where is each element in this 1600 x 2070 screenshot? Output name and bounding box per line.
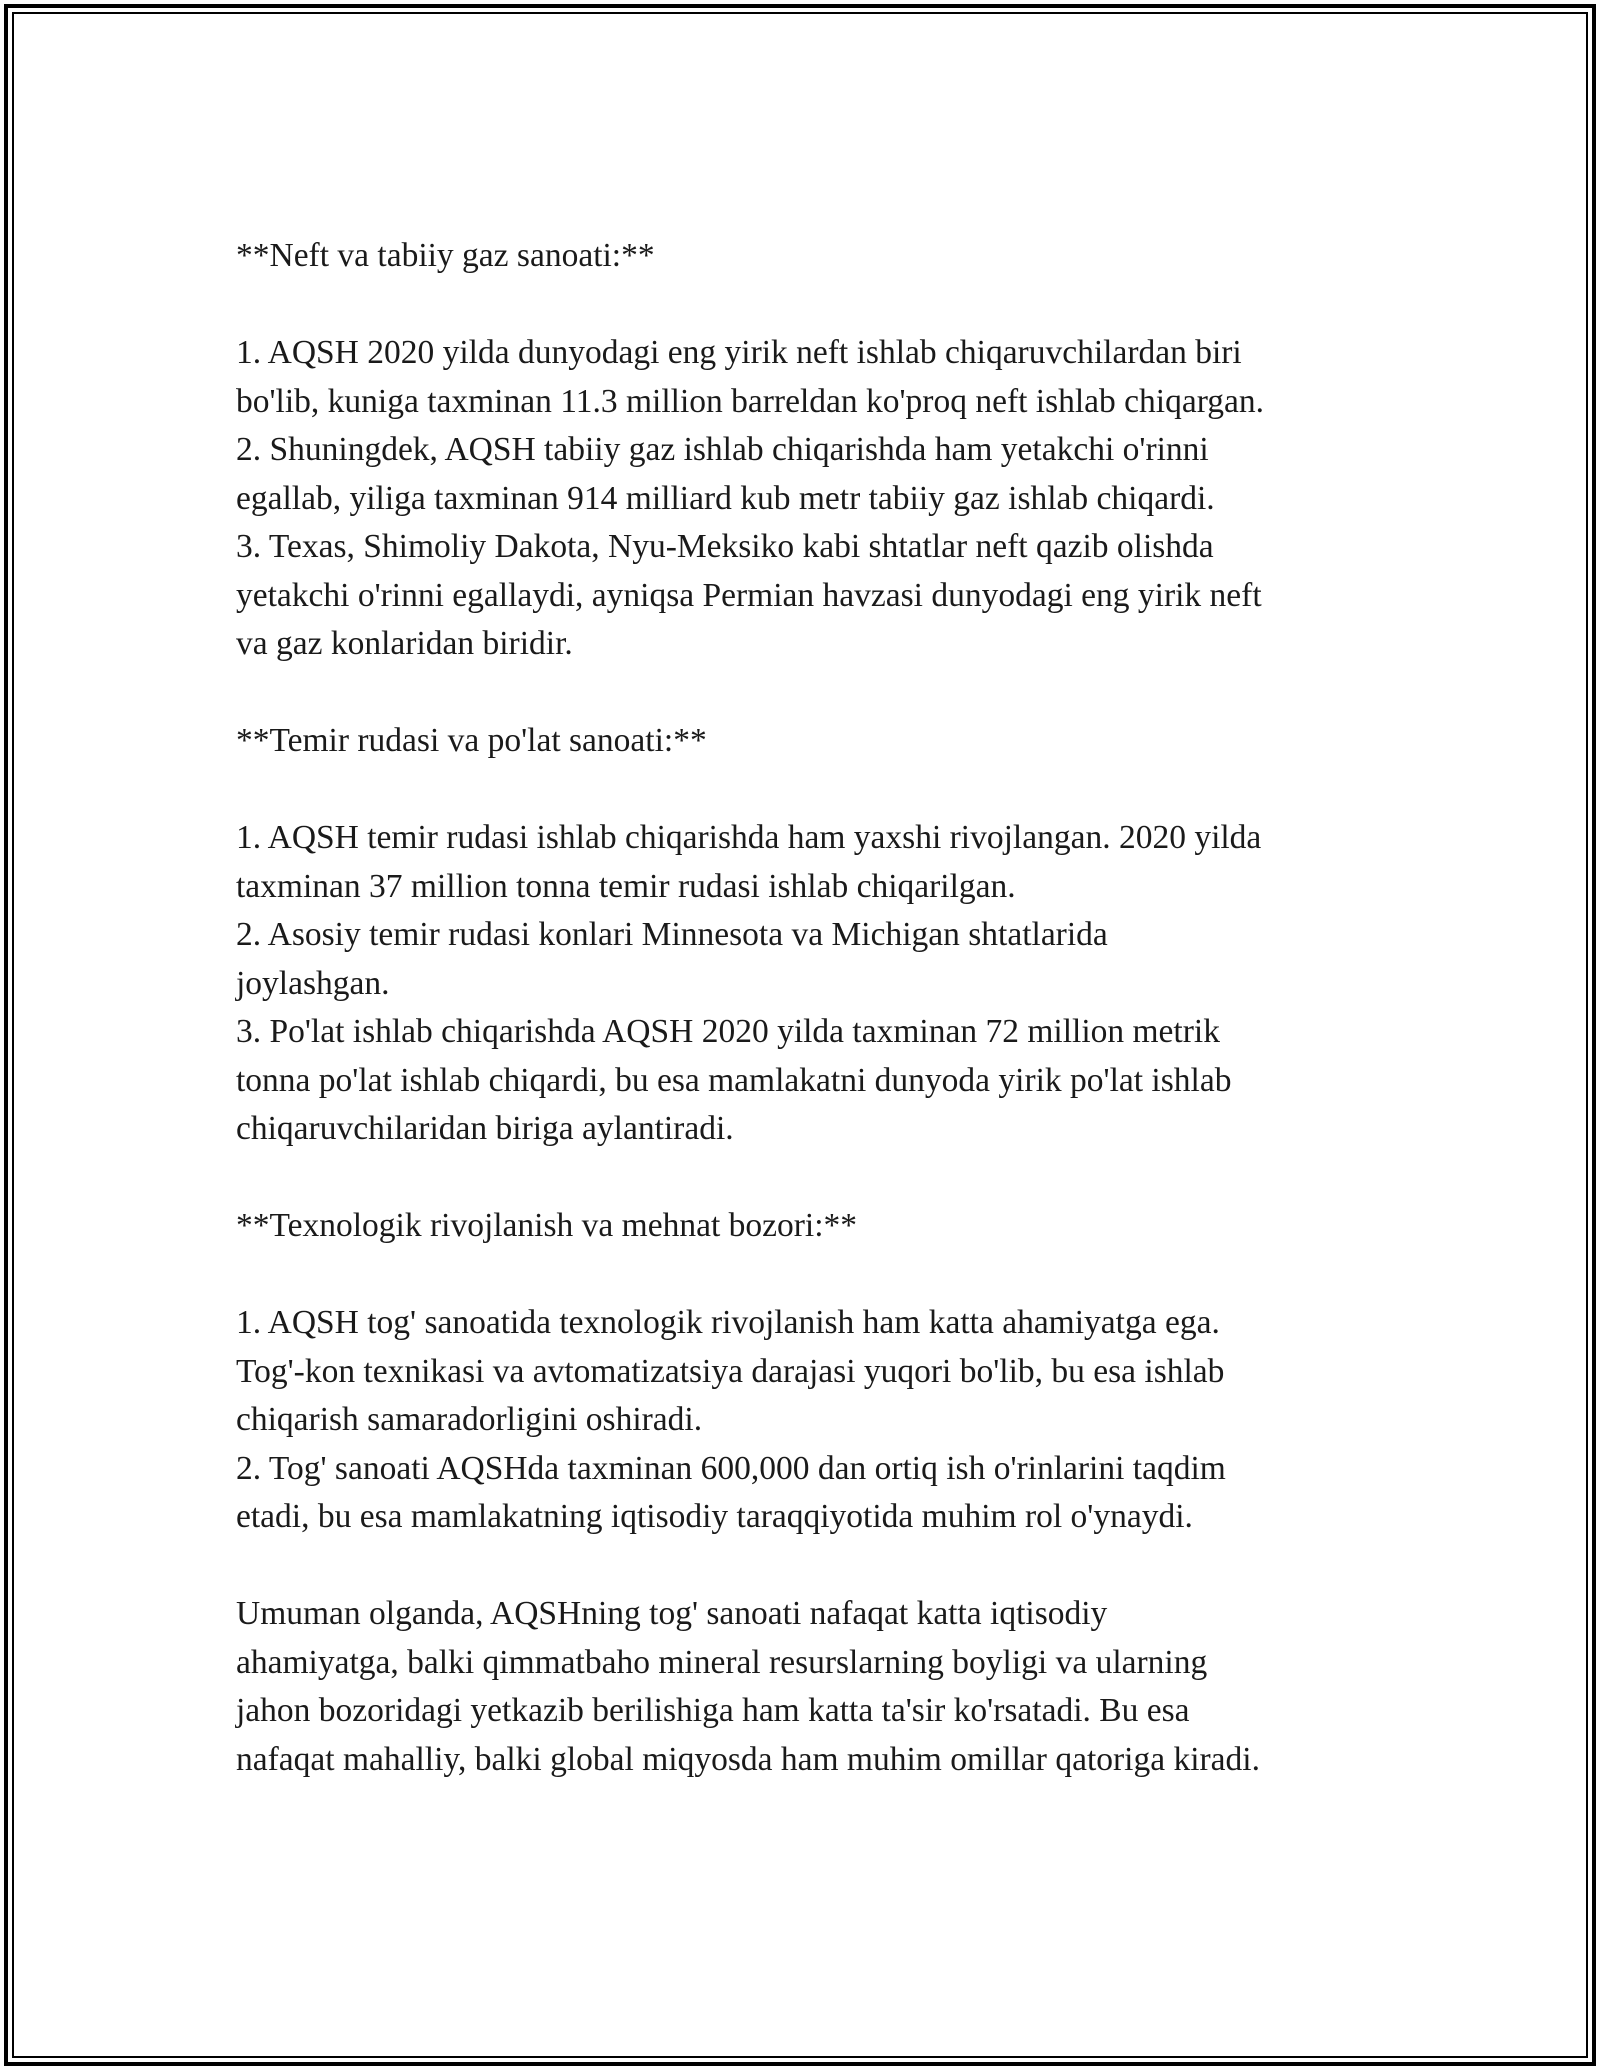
body-line: chiqarish samaradorligini oshiradi. — [236, 1401, 703, 1438]
blank-line — [236, 669, 1386, 718]
section-heading: **Neft va tabiiy gaz sanoati:** — [236, 237, 655, 274]
body-line: nafaqat mahalliy, balki global miqyosda ham muhim omillar qatoriga kiradi. — [236, 1740, 1260, 1778]
body-line: ahamiyatga, balki qimmatbaho mineral resurslarning boyligi va ularning — [236, 1643, 1208, 1681]
body-line: 2. Shuningdek, AQSH tabiiy gaz ishlab chiqarishda ham yetakchi o'rinni — [236, 431, 1209, 468]
document-body — [236, 232, 1386, 1784]
body-line: 1. AQSH tog' sanoatida texnologik rivojlanish ham katta ahamiyatga ega. — [236, 1304, 1220, 1341]
body-line: 2. Asosiy temir rudasi konlari Minnesota va Michigan shtatlarida — [236, 916, 1108, 953]
body-line: egallab, yiliga taxminan 914 milliard kub metr tabiiy gaz ishlab chiqardi. — [236, 479, 1215, 517]
body-line: chiqaruvchilaridan biriga aylantiradi. — [236, 1110, 734, 1147]
body-line: 1. AQSH 2020 yilda dunyodagi eng yirik neft ishlab chiqaruvchilardan biri — [236, 334, 1242, 371]
section-heading: **Texnologik rivojlanish va mehnat bozori:** — [236, 1207, 858, 1244]
body-line: Tog'-kon texnikasi va avtomatizatsiya darajasi yuqori bo'lib, bu esa ishlab — [236, 1352, 1225, 1390]
blank-line — [236, 1542, 1386, 1591]
section-iron-steel — [236, 717, 1386, 1154]
body-line: Umuman olganda, AQSHning tog' sanoati nafaqat katta iqtisodiy — [236, 1595, 1108, 1632]
section-heading: **Temir rudasi va po'lat sanoati:** — [236, 722, 707, 759]
body-line: 1. AQSH temir rudasi ishlab chiqarishda ham yaxshi rivojlangan. 2020 yilda — [236, 819, 1262, 856]
conclusion-paragraph — [236, 1590, 1386, 1784]
blank-line — [236, 281, 1386, 330]
body-line: 2. Tog' sanoati AQSHda taxminan 600,000 dan ortiq ish o'rinlarini taqdim — [236, 1449, 1226, 1487]
body-line: taxminan 37 million tonna temir rudasi ishlab chiqarilgan. — [236, 867, 1016, 905]
body-line: 3. Texas, Shimoliy Dakota, Nyu-Meksiko kabi shtatlar neft qazib olishda — [236, 528, 1214, 565]
blank-line — [236, 1251, 1386, 1300]
section-oil-gas — [236, 232, 1386, 669]
body-line: va gaz konlaridan biridir. — [236, 625, 573, 662]
blank-line — [236, 766, 1386, 815]
body-line: 3. Po'lat ishlab chiqarishda AQSH 2020 yilda taxminan 72 million metrik — [236, 1013, 1220, 1050]
body-line: tonna po'lat ishlab chiqardi, bu esa mamlakatni dunyoda yirik po'lat ishlab — [236, 1061, 1232, 1099]
body-line: jahon bozoridagi yetkazib berilishiga ham katta ta'sir ko'rsatadi. Bu esa — [236, 1692, 1190, 1729]
body-line: joylashgan. — [236, 964, 390, 1002]
section-tech-labor — [236, 1202, 1386, 1542]
body-line: yetakchi o'rinni egallaydi, ayniqsa Permian havzasi dunyodagi eng yirik neft — [236, 576, 1262, 614]
body-line: etadi, bu esa mamlakatning iqtisodiy taraqqiyotida muhim rol o'ynaydi. — [236, 1498, 1193, 1535]
blank-line — [236, 1154, 1386, 1203]
body-line: bo'lib, kuniga taxminan 11.3 million barreldan ko'proq neft ishlab chiqargan. — [236, 382, 1265, 420]
